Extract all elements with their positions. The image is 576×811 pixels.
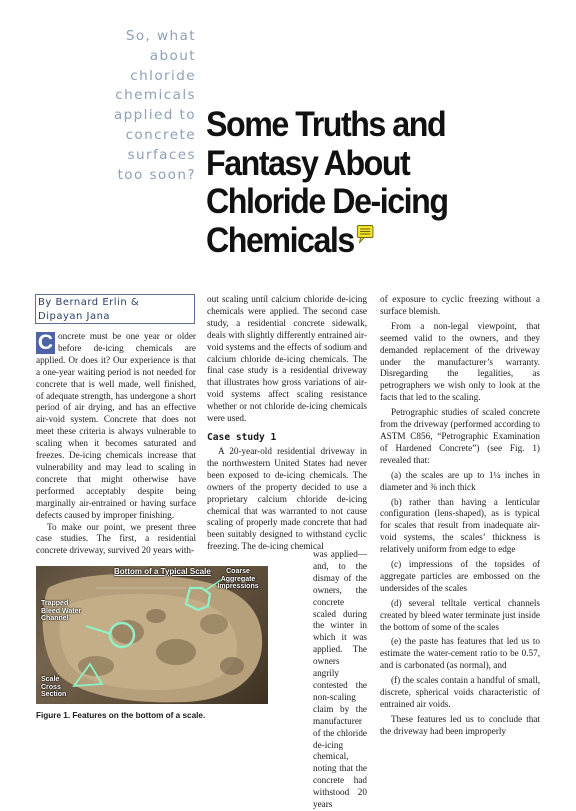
title-line: Fantasy About — [206, 143, 410, 183]
title-line-last — [206, 222, 546, 261]
byline-line: By Bernard Erlin & — [38, 297, 140, 308]
list-item: (b) rather than having a lenticular configuration (lens-shaped), as is typical for scales that result from inadequate air-void systems, the scales’ thickness is relatively uniform from edge to edge — [380, 496, 540, 555]
figure-label-section — [41, 676, 66, 699]
column-3 — [380, 294, 540, 738]
paragraph: Petrographic studies of scaled concrete from the driveway (performed according to ASTM C856, “Petrographic Examination of Hardened Concrete”) (see Fig. 1) revealed that: — [380, 407, 540, 465]
list-item: (d) several telltale vertical channels created by bleed water terminate just inside the bottom of some of the scales — [380, 597, 540, 632]
label-line: Bleed Water — [41, 607, 82, 615]
figure-caption: Figure 1. Features on the bottom of a scale. — [36, 711, 206, 720]
column-2-wrap — [313, 549, 367, 811]
paragraph: From a non-legal viewpoint, that seemed valid to the owners, and they demanded replacement of the driveway under the manufacturer’s warranty. Disregarding the legalities, as petrographers we wish only to look at the facts that led to the scaling. — [380, 320, 540, 403]
deck-line: So, what — [125, 28, 196, 44]
title-line: Chemicals — [206, 220, 354, 260]
byline-line: Dipayan Jana — [38, 310, 111, 322]
label-line: Trapped — [41, 600, 69, 607]
deck-line: chloride — [130, 67, 196, 84]
deck-line: applied to — [113, 107, 196, 124]
speech-note-icon[interactable] — [356, 214, 374, 253]
label-line: Channel — [41, 615, 69, 623]
section-heading: Case study 1 — [207, 431, 277, 443]
label-line: Scale — [41, 676, 60, 683]
list-item: (f) the scales contain a handful of small, discrete, spherical voids characteristic of entrained air voids. — [380, 675, 540, 709]
figure-label-top: Bottom of a Typical Scale — [114, 567, 211, 576]
deck-question — [90, 27, 196, 185]
deck-line: surfaces — [127, 146, 196, 163]
list-item: (a) the scales are up to 1¼ inches in diameter and ⅜ inch thick — [380, 469, 540, 492]
label-line: Coarse Aggregate — [220, 568, 256, 583]
title-line: Some Truths and — [206, 105, 446, 144]
label-line: Section — [41, 691, 67, 699]
paragraph-text: oncrete must be one year or older before de-icing chemicals are applied. Or does it? Our experience is that a one-year waiting period is not needed for concrete that is well made, well finished, of adequate strength, has undergone a short period of air drying, and has an effective air-void system. Concrete that does not meet these criteria is always vulnerable to scaling when it becomes saturated and freezes. De-icing chemicals increase that vulnerability and may lead to scaling in concrete that might otherwise have performed acceptably despite being marginally air-entrained or having surface defects caused by improper finishing. — [36, 331, 196, 520]
figure-scale-photo — [36, 566, 268, 704]
figure-label-trapped — [41, 600, 81, 623]
article-title — [206, 106, 546, 260]
deck-line: chemicals — [115, 87, 196, 104]
title-line: Chloride De-icing — [206, 182, 448, 221]
paragraph: A 20-year-old residential driveway in the northwestern United States had never been exposed to de-icing chemicals. The owners of the property decided to use a proprietary calcium chloride de-icing chemical that was warranted to not cause scaling of properly made concrete that had been suitably designed to withstand cyclic freezing. The de-icing chemical — [207, 445, 367, 552]
list-item: (e) the paste has features that led us to estimate the water-cement ratio to be 0.57, and is carbonated (as normal), and — [380, 636, 540, 671]
paragraph: of exposure to cyclic freezing without a surface blemish. — [380, 294, 540, 316]
deck-line: about — [149, 47, 196, 64]
column-2 — [207, 294, 367, 553]
byline — [35, 294, 195, 324]
deck-line: too soon? — [117, 166, 196, 183]
paragraph: was applied—and, to the dismay of the owners, the concrete scaled during the winter in which it was applied. The owners angrily contested the non-scaling claim by the manufacturer of the chloride de-icing chemical, noting that the concrete had withstood 20 years — [313, 549, 367, 810]
paragraph: These features led us to conclude that the driveway had been improperly — [380, 713, 540, 736]
figure-label-coarse — [208, 568, 268, 591]
column-1 — [36, 331, 196, 557]
deck-line: concrete — [125, 126, 196, 143]
paragraph: out scaling until calcium chloride de-icing chemicals were applied. The second case study, a residential concrete sidewalk, deals with slightly differently entrained air-void systems and the effects of sodium and calcium chloride de-icing chemicals. The final case study is a residential driveway that illustrates how gross variations of air-void systems affect scaling resistance whether or not chloride de-icing chemicals were used. — [207, 294, 367, 424]
label-line: Cross — [41, 683, 61, 691]
paragraph — [36, 331, 196, 522]
drop-cap: C — [37, 331, 54, 354]
paragraph: To make our point, we present three case studies. The first, a residential concrete driveway, survived 20 years with- — [36, 521, 196, 556]
list-item: (c) impressions of the topsides of aggregate particles are embossed on the undersides of the scales — [380, 559, 540, 593]
label-line: Impressions — [217, 583, 259, 591]
